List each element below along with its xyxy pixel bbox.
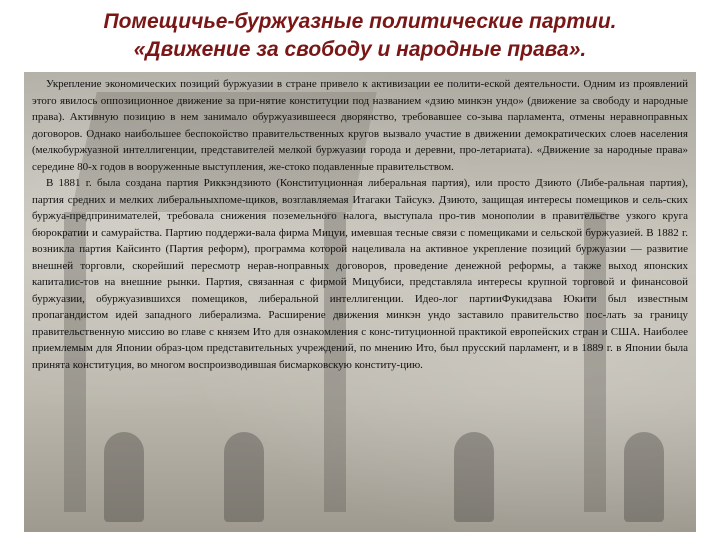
slide-title xyxy=(0,0,720,70)
background-photo-figure xyxy=(454,432,494,522)
body-text xyxy=(32,76,688,373)
background-photo-figure xyxy=(224,432,264,522)
slide-body xyxy=(24,72,696,532)
title-line-1: Помещичье-буржуазные политические партии. xyxy=(103,10,617,33)
background-photo-figure xyxy=(624,432,664,522)
paragraph-2: В 1881 г. была создана партия Риккэндзиюто (Конституционная либеральная партия), или просто Дзиюто (Либе-ральная партия), партия средних и мелких либеральныхпоме-щиков, возглавляемая Итагаки Тайсукэ. Дзиюто, защищая интересы помещиков и сель-ских буржуа-предпринимателей, требовала снижения поземельного налога, выступала про-тив монополии в правительстве узкого круга бюрократии и самурайства. Партию поддержи-вала фирма Мицуи, имевшая тесные связи с помещиками и сельской буржуазией. В 1882 г. возникла партия Кайсинто (Партия реформ), программа которой нацеливала на активное укрепление позиций буржуазии — развитие внешней торговли, скорейший пересмотр нерав-ноправных договоров, проведение денежной реформы, а также выход японских капиталис-тов на внешние рынки. Партия, связанная с фирмой Мицубиси, представляла интересы крупной торговой и финансовой буржуазии, обуржуазившихся помещиков, либеральной интеллигенции. Идео-лог партииФукидзава Юкити был известным пропагандистом идей западного либерализма. Расширение движения минкэн ундо заставило правительство пос-лать за границу правительственную миссию во главе с князем Ито для ознакомления с конс-титуционной практикой европейских стран и США. Наиболее приемлемым для Японии образ-цом представительных учреждений, по мнению Ито, был прусский парламент, и в 1889 г. в Японии была принята конституция, во многом воспроизводившая бисмарковскую конститу-цию. xyxy=(32,177,688,371)
title-line-2: «Движение за свободу и народные права». xyxy=(133,38,587,61)
paragraph-1: Укрепление экономических позиций буржуазии в стране привело к активизации ее полити-еской деятельности. Одним из проявлений этого явилось оппозиционное движение за при-нятие конституции под названием «дзию минкэн ундо» (движение за свободу и народные права). Активную позицию в нем занимало обуржуазившееся дворянство, требовавшее со-зыва парламента, отмены неравноправных договоров. Однако наибольшее беспокойство правительственных кругов вызвало участие в движении демократических слоев населения (мелкобуржуазной интеллигенции, представителей мелкой буржуазии города и деревни, про-летариата). «Движение за народные права» середине 80-х годов в вооруженные выступления, же-стоко подавленные правительством. xyxy=(32,78,688,173)
background-photo-figure xyxy=(104,432,144,522)
